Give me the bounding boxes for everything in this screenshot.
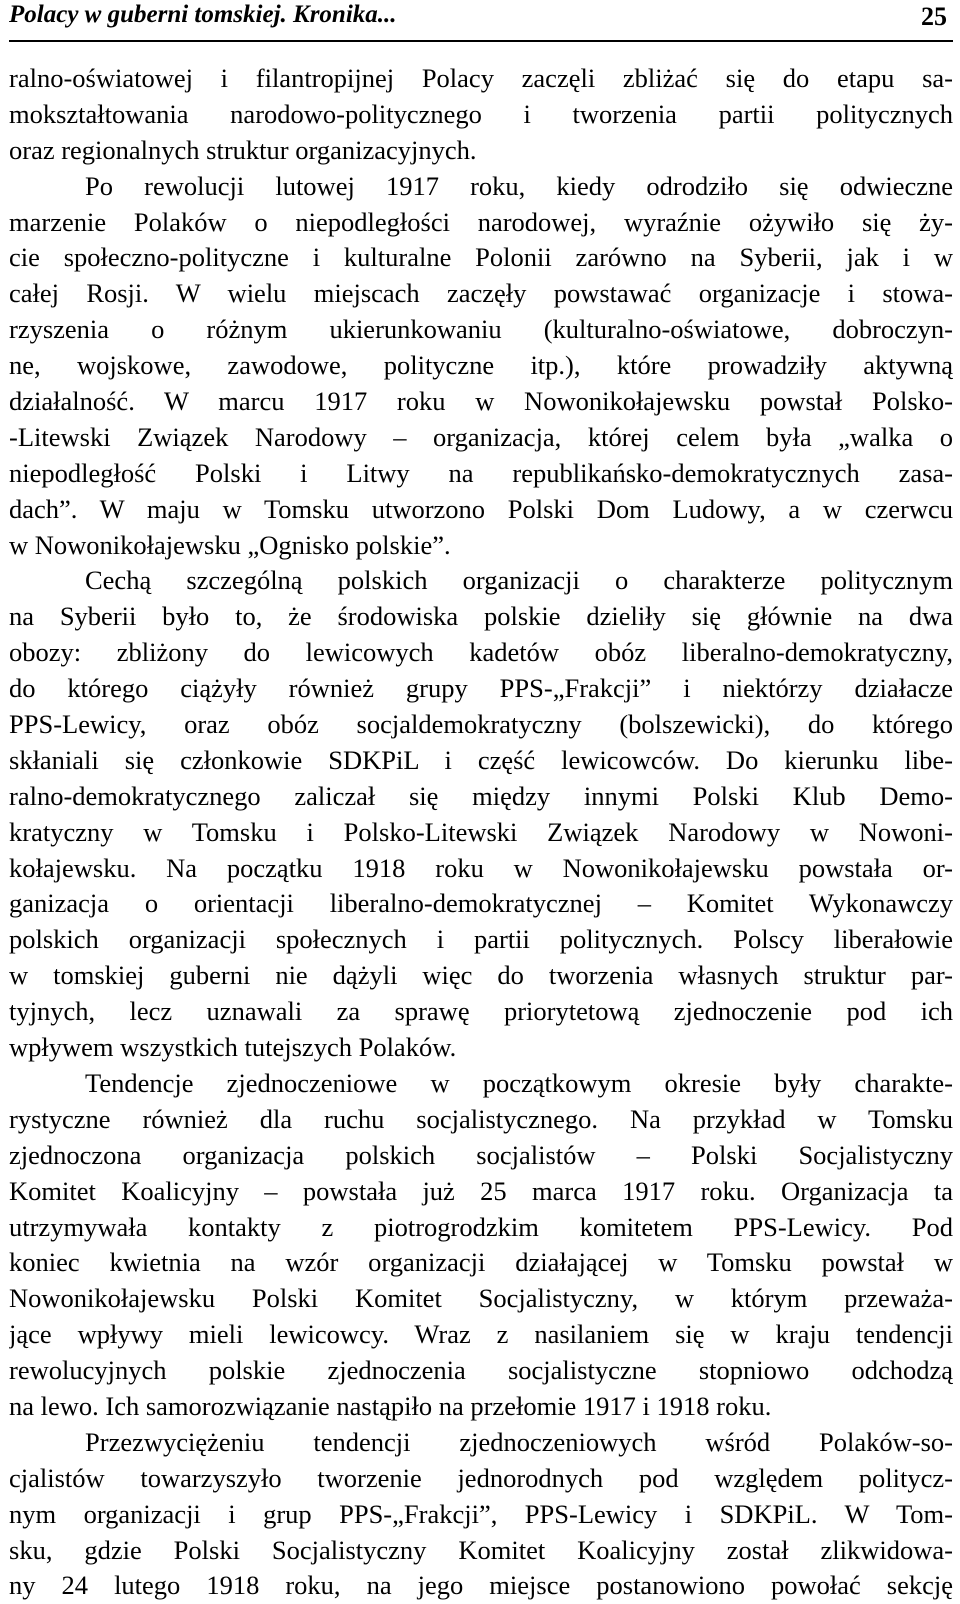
text-line: wpływem wszystkich tutejszych Polaków. bbox=[9, 1032, 457, 1063]
text-line: całej Rosji. W wielu miejscach zaczęły powstawać organizacje i stowa- bbox=[9, 278, 953, 309]
body-text bbox=[9, 61, 953, 1604]
text-line: w tomskiej guberni nie dążyli więc do tworzenia własnych struktur par- bbox=[9, 960, 953, 991]
text-line: PPS-Lewicy, oraz obóz socjaldemokratyczny (bolszewicki), do którego bbox=[9, 709, 953, 740]
text-line: mokształtowania narodowo-politycznego i tworzenia partii politycznych bbox=[9, 98, 953, 129]
page-number: 25 bbox=[921, 2, 947, 31]
text-line: ne, wojskowe, zawodowe, polityczne itp.), które prowadziły aktywną bbox=[9, 350, 953, 381]
text-line: niepodległość Polski i Litwy na republikańsko-demokratycznych zasa- bbox=[9, 457, 953, 488]
text-line: cjalistów towarzyszyło tworzenie jednorodnych pod względem politycz- bbox=[9, 1462, 953, 1493]
text-line: ralno-oświatowej i filantropijnej Polacy zaczęli zbliżać się do etapu sa- bbox=[9, 63, 953, 93]
text-line: rystyczne również dla ruchu socjalistycznego. Na przykład w Tomsku bbox=[9, 1103, 953, 1134]
text-line: nym organizacji i grup PPS-„Frakcji”, PPS-Lewicy i SDKPiL. W Tom- bbox=[9, 1498, 953, 1529]
text-line: działalność. W marcu 1917 roku w Nowonikołajewsku powstał Polsko- bbox=[9, 386, 953, 417]
text-line: rzyszenia o różnym ukierunkowaniu (kulturalno-oświatowe, dobroczyn- bbox=[9, 314, 953, 345]
running-title: Polacy w guberni tomskiej. Kronika... bbox=[9, 1, 397, 28]
text-line: cie społeczno-polityczne i kulturalne Polonii zarówno na Syberii, jak i w bbox=[9, 242, 953, 273]
text-line: Cechą szczególną polskich organizacji o charakterze politycznym bbox=[85, 565, 953, 596]
text-line: sku, gdzie Polski Socjalistyczny Komitet Koalicyjny został zlikwidowa- bbox=[9, 1534, 953, 1565]
text-line: kratyczny w Tomsku i Polsko-Litewski Związek Narodowy w Nowoni- bbox=[9, 816, 953, 847]
text-line: marzenie Polaków o niepodległości narodowej, wyraźnie ożywiło się ży- bbox=[9, 206, 953, 237]
text-line: dach”. W maju w Tomsku utworzono Polski Dom Ludowy, a w czerwcu bbox=[9, 493, 953, 524]
text-line: ganizacja o orientacji liberalno-demokratycznej – Komitet Wykonawczy bbox=[9, 888, 953, 919]
text-line: polskich organizacji społecznych i partii politycznych. Polscy liberałowie bbox=[9, 924, 953, 955]
text-line: Nowonikołajewsku Polski Komitet Socjalistyczny, w którym przeważa- bbox=[9, 1283, 953, 1314]
text-line: utrzymywała kontakty z piotrogrodzkim komitetem PPS-Lewicy. Pod bbox=[9, 1211, 953, 1242]
text-line: kołajewsku. Na początku 1918 roku w Nowonikołajewsku powstała or- bbox=[9, 852, 953, 883]
text-line: Tendencje zjednoczeniowe w początkowym okresie były charakte- bbox=[85, 1067, 953, 1098]
text-line: do którego ciążyły również grupy PPS-„Frakcji” i niektórzy działacze bbox=[9, 673, 953, 704]
text-line: Przezwyciężeniu tendencji zjednoczeniowych wśród Polaków-so- bbox=[85, 1426, 953, 1457]
text-line: ralno-demokratycznego zaliczał się między innymi Polski Klub Demo- bbox=[9, 780, 953, 811]
text-line: rewolucyjnych polskie zjednoczenia socjalistyczne stopniowo odchodzą bbox=[9, 1355, 953, 1386]
text-line: Komitet Koalicyjny – powstała już 25 marca 1917 roku. Organizacja ta bbox=[9, 1175, 953, 1206]
text-line: -Litewski Związek Narodowy – organizacja, której celem była „walka o bbox=[9, 421, 953, 452]
paragraph bbox=[9, 563, 953, 1065]
text-line: obozy: zbliżony do lewicowych kadetów obóz liberalno-demokratyczny, bbox=[9, 637, 953, 668]
paragraph bbox=[9, 1425, 953, 1604]
text-line: koniec kwietnia na wzór organizacji działającej w Tomsku powstał w bbox=[9, 1247, 953, 1278]
text-line: oraz regionalnych struktur organizacyjnych. bbox=[9, 134, 477, 165]
paragraph bbox=[9, 1066, 953, 1425]
text-line: na lewo. Ich samorozwiązanie nastąpiło na przełomie 1917 i 1918 roku. bbox=[9, 1390, 772, 1421]
text-line: ny 24 lutego 1918 roku, na jego miejsce postanowiono powołać sekcję bbox=[9, 1570, 953, 1601]
text-line: zjednoczona organizacja polskich socjalistów – Polski Socjalistyczny bbox=[9, 1139, 953, 1170]
paragraph bbox=[9, 61, 953, 169]
paragraph bbox=[9, 169, 953, 564]
page-header bbox=[9, 0, 953, 42]
text-line: na Syberii było to, że środowiska polskie dzieliły się głównie na dwa bbox=[9, 601, 953, 632]
text-line: skłaniali się członkowie SDKPiL i część lewicowców. Do kierunku libe- bbox=[9, 744, 953, 775]
text-line: tyjnych, lecz uznawali za sprawę priorytetową zjednoczenie pod ich bbox=[9, 996, 953, 1027]
text-line: jące wpływy mieli lewicowcy. Wraz z nasilaniem się w kraju tendencji bbox=[9, 1319, 953, 1350]
text-line: w Nowonikołajewsku „Ognisko polskie”. bbox=[9, 529, 451, 560]
text-line: Po rewolucji lutowej 1917 roku, kiedy odrodziło się odwieczne bbox=[85, 170, 953, 201]
